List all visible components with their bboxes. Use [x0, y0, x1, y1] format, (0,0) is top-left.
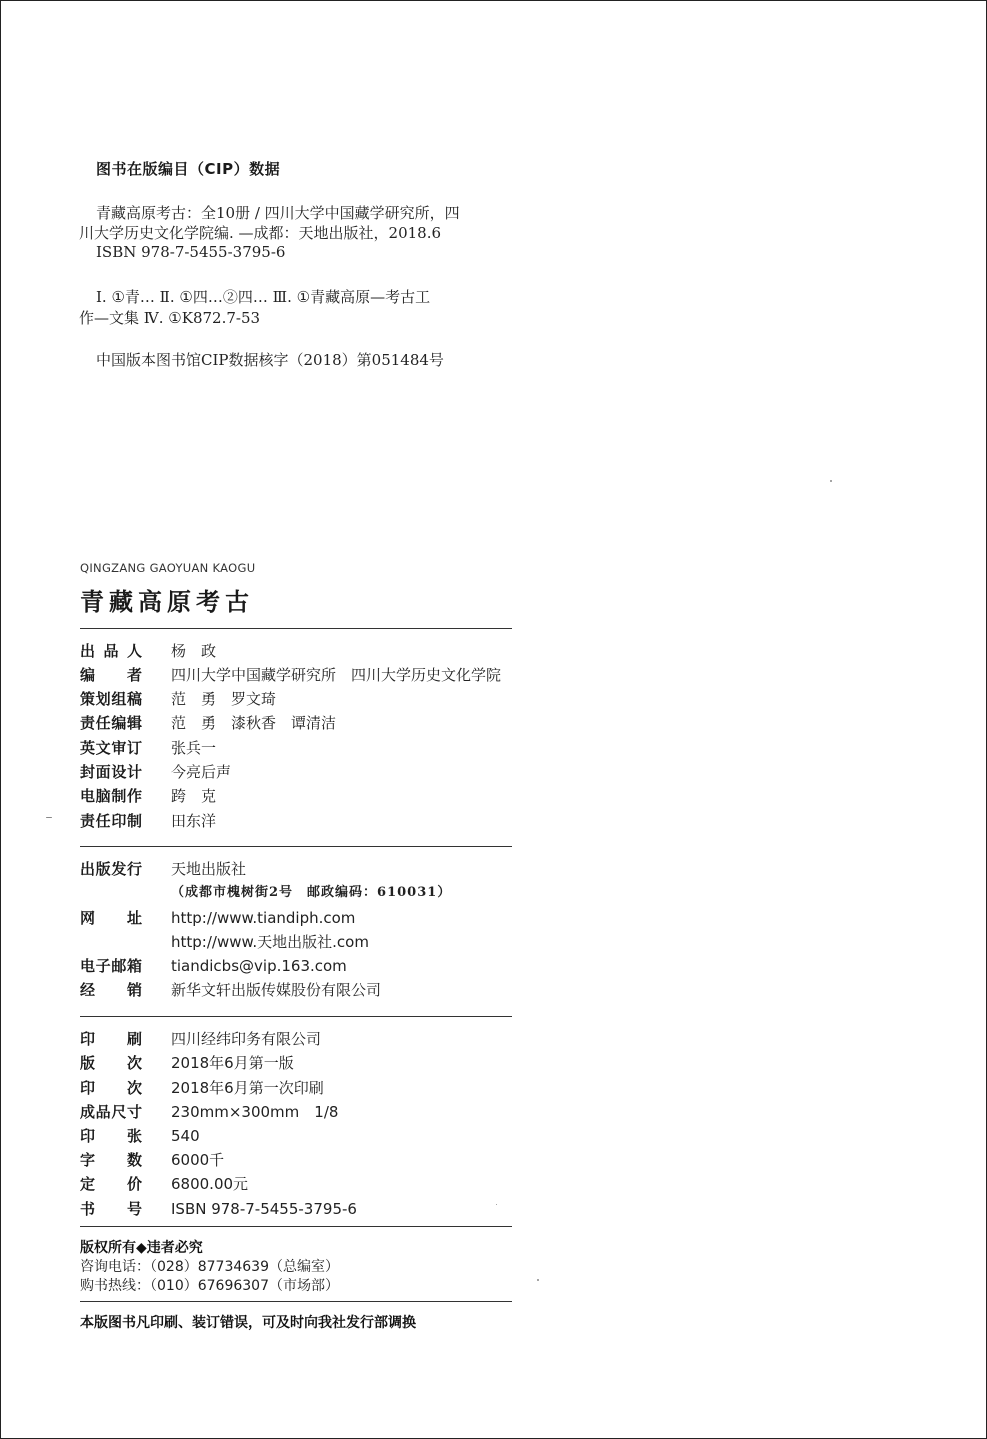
credit-label: 出品人 — [80, 642, 142, 660]
scan-speck — [830, 480, 832, 482]
website-link-2[interactable]: http://www.天地出版社.com — [171, 933, 369, 951]
cip-classification-1: Ⅰ. ①青… Ⅱ. ①四…②四… Ⅲ. ①青藏高原—考古工 — [96, 288, 431, 306]
divider — [80, 1226, 512, 1227]
website-label: 网址 — [80, 909, 142, 927]
email-label: 电子邮箱 — [80, 957, 142, 975]
spec-label: 印张 — [80, 1127, 142, 1145]
divider — [80, 846, 512, 847]
credit-label: 编者 — [80, 666, 142, 684]
cip-line-1: 青藏高原考古：全10册 / 四川大学中国藏学研究所，四 — [96, 204, 460, 222]
purchase-hotline: 购书热线：（010）67696307（市场部） — [80, 1278, 339, 1294]
cip-isbn: ISBN 978-7-5455-3795-6 — [96, 243, 286, 261]
book-title-pinyin: QINGZANG GAOYUAN KAOGU — [80, 561, 256, 575]
spec-value: 2018年6月第一版 — [171, 1054, 294, 1072]
rights-notice: 版权所有◆违者必究 — [80, 1240, 203, 1256]
publisher-name: 天地出版社 — [171, 860, 247, 878]
credit-label: 封面设计 — [80, 763, 142, 781]
credit-label: 责任编辑 — [80, 714, 142, 732]
book-title: 青藏高原考古 — [80, 588, 254, 616]
email-link[interactable]: tiandicbs@vip.163.com — [171, 957, 347, 975]
credit-value: 范 勇 罗文琦 — [171, 690, 277, 708]
spec-value: 230mm×300mm 1/8 — [171, 1103, 339, 1121]
cip-record-number: 中国版本图书馆CIP数据核字（2018）第051484号 — [96, 351, 444, 369]
spec-value: 四川经纬印务有限公司 — [171, 1030, 322, 1048]
credit-label: 责任印制 — [80, 812, 142, 830]
spec-label: 成品尺寸 — [80, 1103, 142, 1121]
credit-label: 策划组稿 — [80, 690, 142, 708]
credit-value: 四川大学中国藏学研究所 四川大学历史文化学院 — [171, 666, 502, 684]
credit-value: 田东洋 — [171, 812, 217, 830]
scan-speck — [46, 817, 52, 818]
divider — [80, 1301, 512, 1302]
spec-value: 6800.00元 — [171, 1175, 249, 1193]
publisher-label: 出版发行 — [80, 860, 142, 878]
scan-speck — [537, 1279, 539, 1281]
exchange-notice: 本版图书凡印刷、装订错误，可及时向我社发行部调换 — [80, 1315, 416, 1331]
spec-label: 字数 — [80, 1151, 142, 1169]
website-link-1[interactable]: http://www.tiandiph.com — [171, 909, 356, 927]
spec-value: 2018年6月第一次印刷 — [171, 1079, 324, 1097]
spec-label: 书号 — [80, 1200, 142, 1218]
spec-value: 6000千 — [171, 1151, 225, 1169]
divider — [80, 1016, 512, 1017]
inquiry-phone: 咨询电话：（028）87734639（总编室） — [80, 1259, 339, 1275]
credit-value: 杨 政 — [171, 642, 217, 660]
cip-line-2: 川大学历史文化学院编. —成都：天地出版社，2018.6 — [79, 224, 442, 242]
distributor-name: 新华文轩出版传媒股份有限公司 — [171, 981, 382, 999]
cip-classification-2: 作—文集 Ⅳ. ①K872.7-53 — [79, 309, 261, 327]
publisher-address: （成都市槐树街2号 邮政编码：610031） — [171, 885, 452, 900]
credit-value: 范 勇 漆秋香 谭清洁 — [171, 714, 337, 732]
credit-label: 英文审订 — [80, 739, 142, 757]
spec-value: ISBN 978-7-5455-3795-6 — [171, 1200, 357, 1218]
credit-value: 今亮后声 — [171, 763, 232, 781]
spec-label: 印刷 — [80, 1030, 142, 1048]
spec-label: 印次 — [80, 1079, 142, 1097]
cip-title: 图书在版编目（CIP）数据 — [96, 160, 281, 178]
spec-value: 540 — [171, 1127, 200, 1145]
scan-speck — [496, 1204, 497, 1205]
credit-value: 跨 克 — [171, 787, 217, 805]
divider — [80, 628, 512, 629]
credit-label: 电脑制作 — [80, 787, 142, 805]
distributor-label: 经销 — [80, 981, 142, 999]
credit-value: 张兵一 — [171, 739, 217, 757]
spec-label: 定价 — [80, 1175, 142, 1193]
spec-label: 版次 — [80, 1054, 142, 1072]
